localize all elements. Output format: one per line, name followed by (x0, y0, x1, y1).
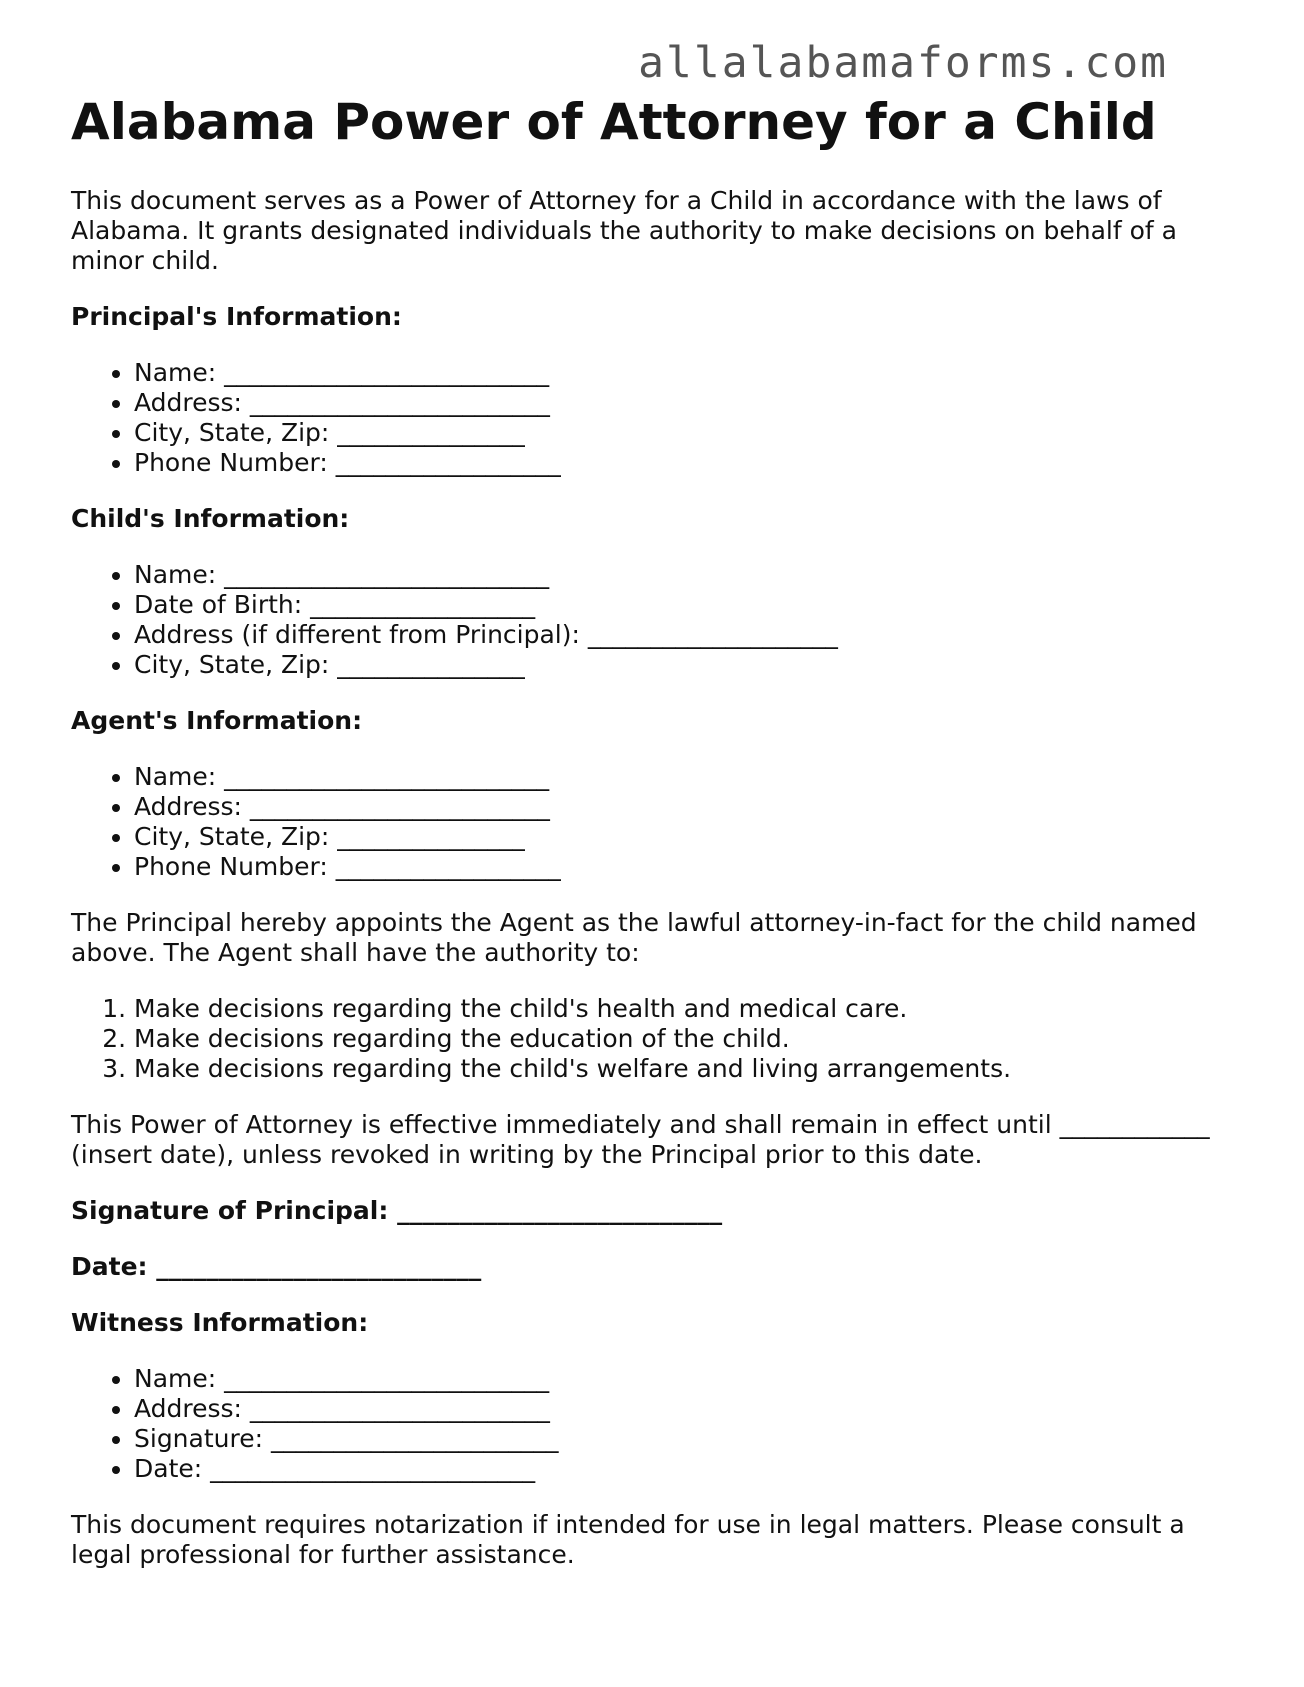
witness-heading: Witness Information: (71, 1308, 369, 1337)
principal-heading: Principal's Information: (71, 302, 402, 331)
witness-address-field: • Address: ________________________ (134, 1394, 1231, 1424)
agent-city-field: • City, State, Zip: _______________ (134, 822, 1231, 852)
principal-fields-list (71, 358, 1231, 478)
agent-address-field: • Address: ________________________ (134, 792, 1231, 822)
child-city-field: • City, State, Zip: _______________ (134, 650, 1231, 680)
principal-name-field: • Name: __________________________ (134, 358, 1231, 388)
witness-date-field: • Date: __________________________ (134, 1454, 1231, 1484)
closing-paragraph: This document requires notarization if intended for use in legal matters. Please consult a legal professional for further assistance. (71, 1510, 1185, 1569)
agent-phone-field: • Phone Number: __________________ (134, 852, 1231, 882)
principal-phone-field: • Phone Number: __________________ (134, 448, 1231, 478)
document-page (71, 88, 1231, 1596)
authority-item: 1. Make decisions regarding the child's health and medical care. (134, 994, 1231, 1024)
principal-address-field: • Address: ________________________ (134, 388, 1231, 418)
agent-heading: Agent's Information: (71, 706, 363, 735)
child-heading: Child's Information: (71, 504, 350, 533)
authority-item: 2. Make decisions regarding the education of the child. (134, 1024, 1231, 1054)
witness-signature-field: • Signature: _______________________ (134, 1424, 1231, 1454)
document-title: Alabama Power of Attorney for a Child (71, 93, 1157, 151)
authority-item: 3. Make decisions regarding the child's welfare and living arrangements. (134, 1054, 1231, 1084)
witness-name-field: • Name: __________________________ (134, 1364, 1231, 1394)
site-watermark: allalabamaforms.com (638, 38, 1168, 88)
principal-signature-line: Signature of Principal: __________________________ (71, 1196, 723, 1225)
child-dob-field: • Date of Birth: __________________ (134, 590, 1231, 620)
agent-fields-list (71, 762, 1231, 882)
authorities-list (71, 994, 1231, 1084)
witness-fields-list (71, 1364, 1231, 1484)
child-address-field: • Address (if different from Principal): ____________________ (134, 620, 1231, 650)
signature-date-line: Date: __________________________ (71, 1252, 482, 1281)
effective-paragraph: This Power of Attorney is effective immediately and shall remain in effect until ____________ (insert date), unless revoked in writing by the Principal prior to this date. (71, 1110, 1210, 1169)
child-name-field: • Name: __________________________ (134, 560, 1231, 590)
principal-city-field: • City, State, Zip: _______________ (134, 418, 1231, 448)
appointment-paragraph: The Principal hereby appoints the Agent as the lawful attorney-in-fact for the child named above. The Agent shall have the authority to: (71, 908, 1197, 967)
agent-name-field: • Name: __________________________ (134, 762, 1231, 792)
intro-paragraph: This document serves as a Power of Attorney for a Child in accordance with the laws of Alabama. It grants designated individuals the authority to make decisions on behalf of a minor child. (71, 186, 1177, 275)
child-fields-list (71, 560, 1231, 680)
